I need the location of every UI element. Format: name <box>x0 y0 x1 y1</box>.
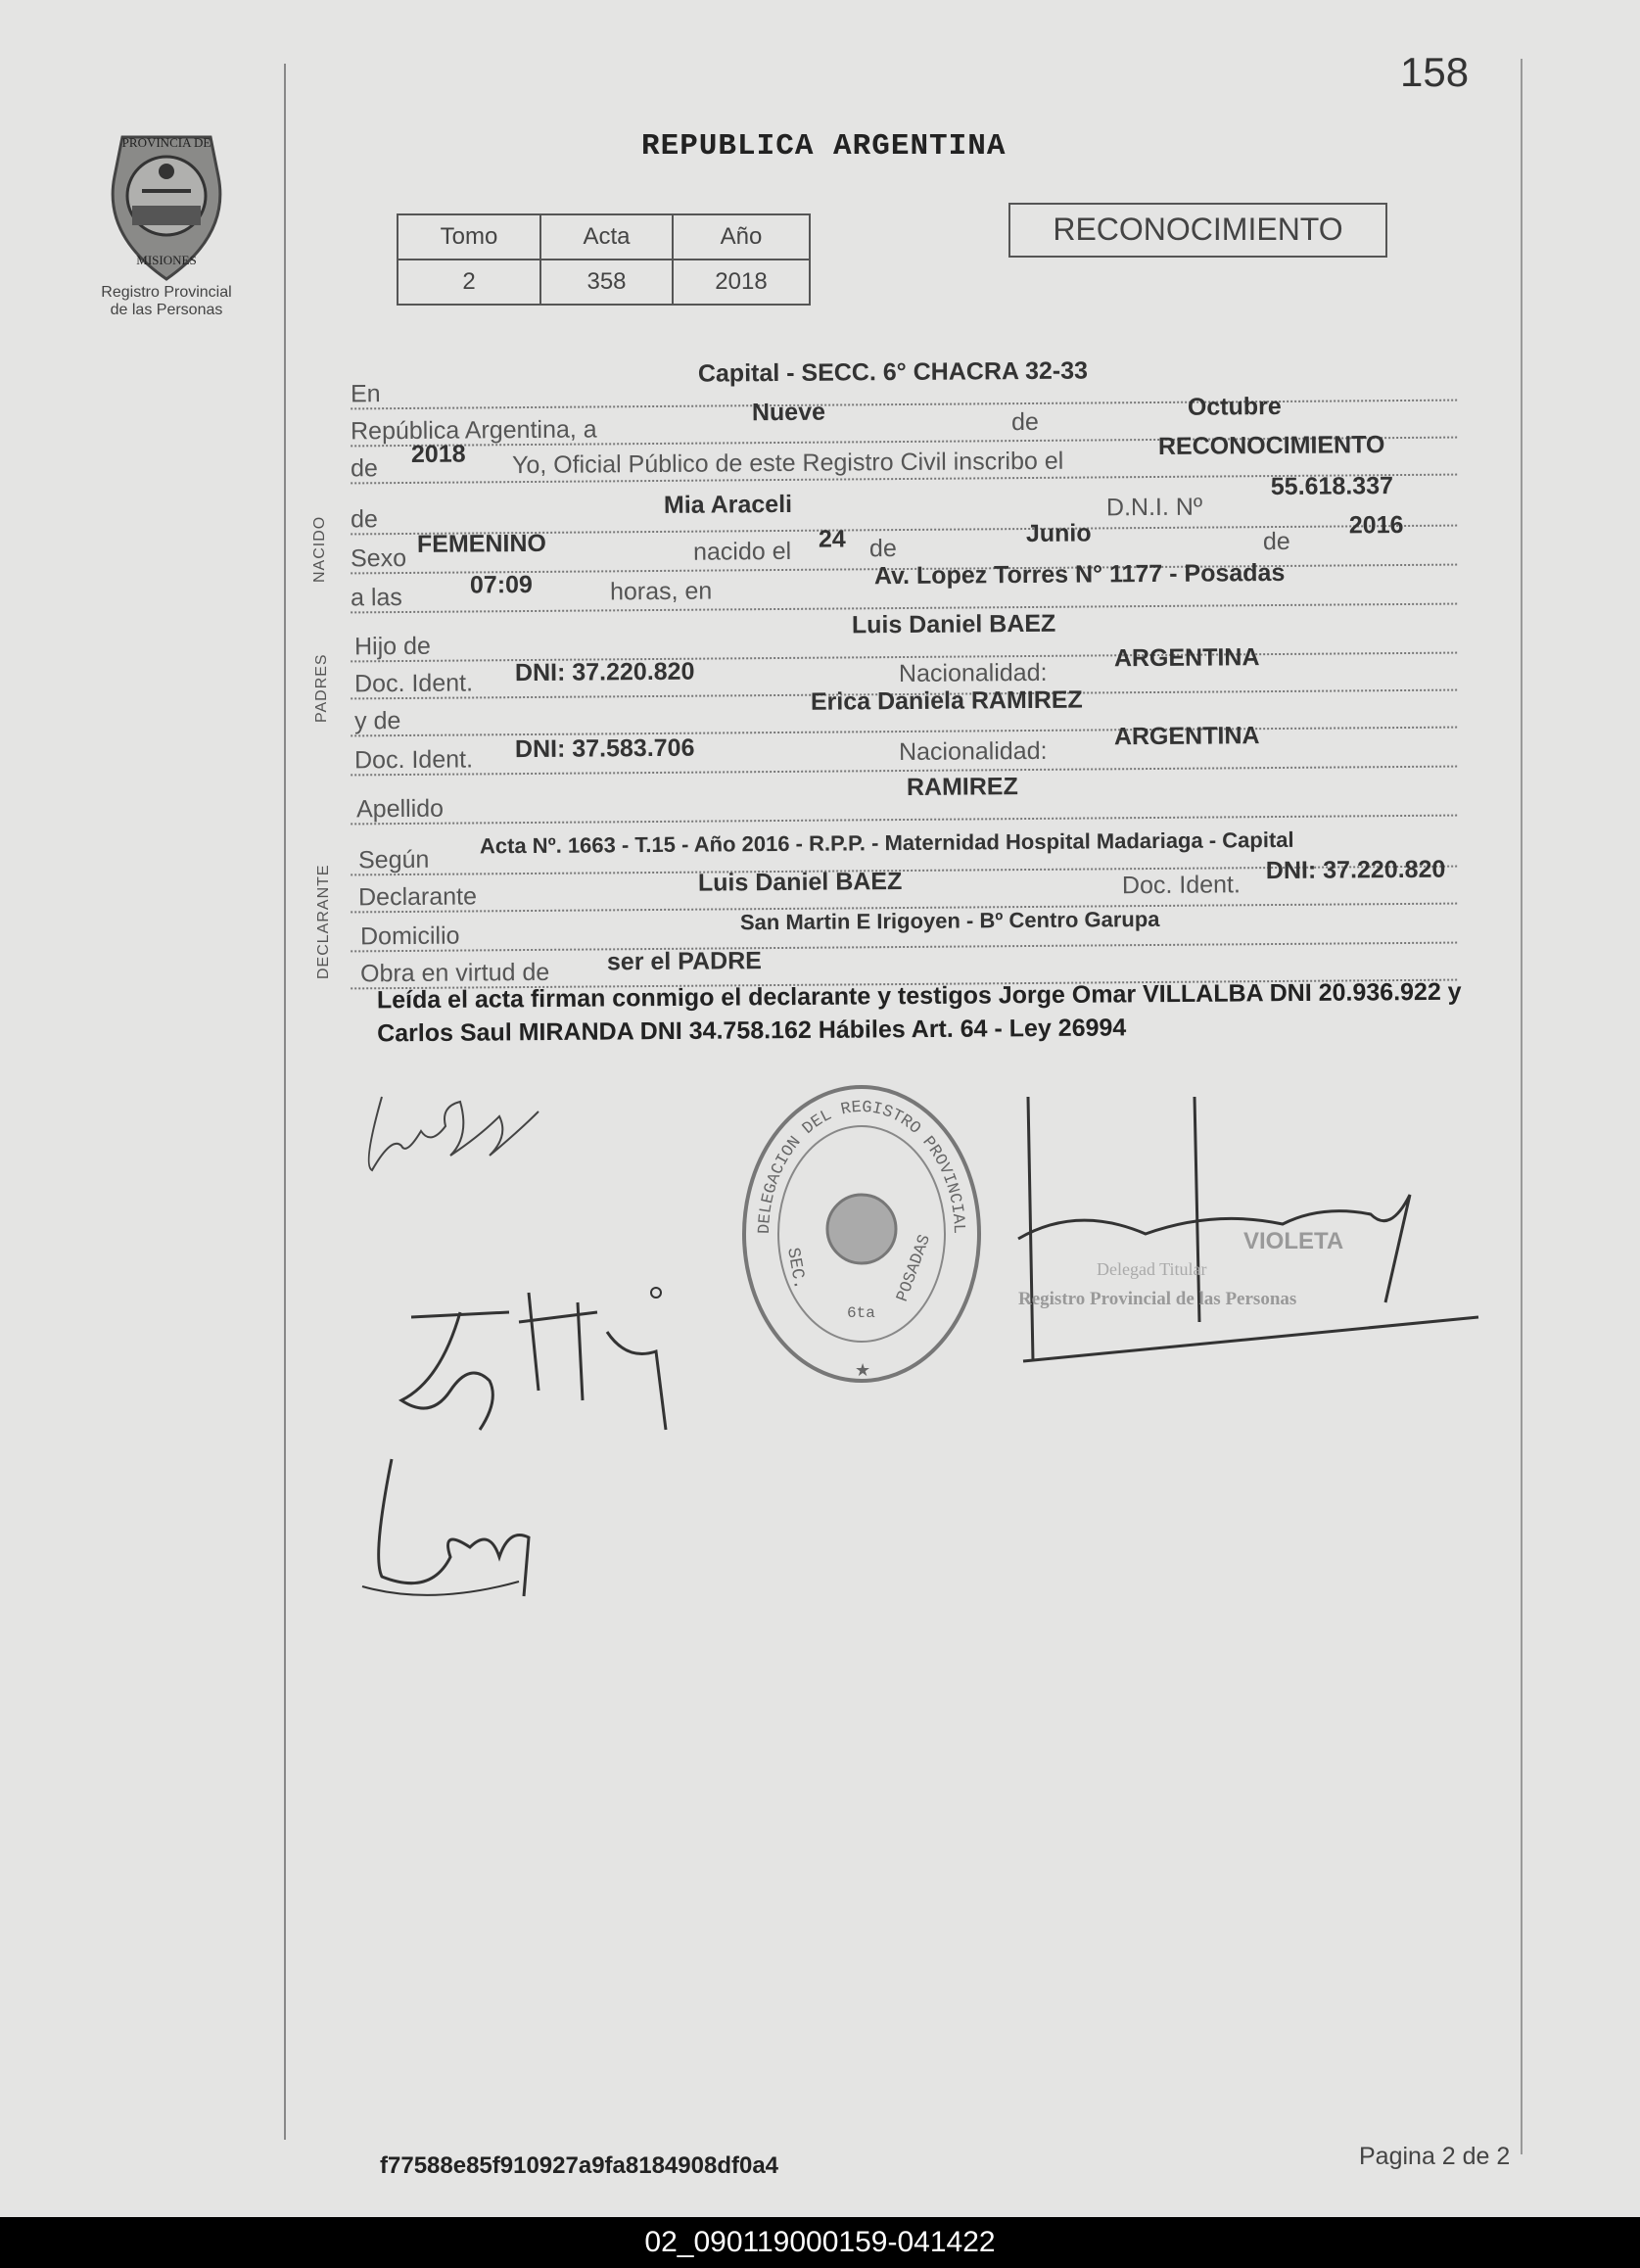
side-label-nacido: NACIDO <box>311 515 328 583</box>
value-doc-padre: DNI: 37.220.820 <box>514 657 695 687</box>
seal-inner-mid: 6ta <box>847 1304 875 1322</box>
side-label-declarante: DECLARANTE <box>315 864 332 979</box>
side-label-padres: PADRES <box>313 653 330 723</box>
left-margin-rule <box>284 64 286 2140</box>
right-margin-rule <box>1521 59 1523 2154</box>
value-obra: ser el PADRE <box>606 947 763 976</box>
value-declarante: Luis Daniel BAEZ <box>697 868 903 897</box>
value-doc-madre: DNI: 37.583.706 <box>514 733 695 764</box>
crest-caption-line1: Registro Provincial <box>101 284 232 301</box>
seal-outer-text: DELEGACION DEL REGISTRO PROVINCIAL DE LAS PERSONAS <box>733 1069 968 1235</box>
label-y-de: y de <box>353 707 401 735</box>
label-nac-madre: Nacionalidad: <box>898 736 1048 767</box>
label-de-nombre: de <box>350 505 378 534</box>
crest-caption <box>69 284 264 319</box>
label-de-1: de <box>868 535 897 563</box>
value-nac-padre: ARGENTINA <box>1113 643 1260 673</box>
header-tomo: Tomo <box>398 214 540 260</box>
file-id-strip: 02_090119000159-041422 <box>0 2217 1640 2268</box>
closing-statement: Leída el acta firman conmigo el declarante y testigos Jorge Omar VILLALBA DNI 20.936.922 y Carlos Saul MIRANDA DNI 34.758.162 Hábiles Art. 64 - Ley 26994 <box>376 977 1462 1048</box>
seal-inner-left: SEC. <box>782 1246 810 1292</box>
value-sexo: FEMENINO <box>416 529 547 558</box>
crest-caption-line2: de las Personas <box>110 302 223 318</box>
row-madre-doc <box>351 722 1457 777</box>
stamp-office: Registro Provincial de las Personas <box>1018 1289 1297 1309</box>
crest-bottom-text: MISIONES <box>136 253 197 267</box>
value-anio-inscripcion: 2018 <box>410 440 466 468</box>
header-anio: Año <box>673 214 810 260</box>
record-type-box: RECONOCIMIENTO <box>1008 203 1387 258</box>
document-hash: f77588e85f910927a9fa8184908df0a4 <box>380 2152 779 2179</box>
pagination-text: Pagina 2 de 2 <box>1359 2143 1511 2170</box>
label-de-mes: de <box>1010 407 1039 437</box>
label-declarante: Declarante <box>357 882 478 912</box>
record-reference-table <box>397 213 811 306</box>
label-dni: D.N.I. Nº <box>1105 493 1203 522</box>
row-apellido <box>351 773 1457 826</box>
value-dia: Nueve <box>751 398 826 427</box>
value-dni: 55.618.337 <box>1270 472 1394 501</box>
value-tomo: 2 <box>398 260 540 305</box>
label-nac-padre: Nacionalidad: <box>898 658 1048 688</box>
label-domicilio: Domicilio <box>359 921 460 951</box>
document-title: REPUBLICA ARGENTINA <box>641 129 1007 164</box>
value-acta: 358 <box>540 260 673 305</box>
stamp-role: Delegad Titular <box>1097 1259 1207 1279</box>
label-nacido: nacido el <box>692 537 792 566</box>
official-signature <box>999 1097 1488 1371</box>
value-apellido: RAMIREZ <box>906 773 1018 801</box>
value-en: Capital - SECC. 6° CHACRA 32-33 <box>697 356 1089 388</box>
label-apellido: Apellido <box>355 794 445 824</box>
label-horas-en: horas, en <box>609 577 713 606</box>
label-en: En <box>350 380 381 408</box>
value-domicilio: San Martin E Irigoyen - Bº Centro Garupa <box>739 906 1160 935</box>
seal-star-icon: ★ <box>855 1360 871 1380</box>
label-doc-declarante: Doc. Ident. <box>1121 871 1241 900</box>
label-sexo: Sexo <box>350 543 407 573</box>
value-doc-declarante: DNI: 37.220.820 <box>1265 855 1446 885</box>
value-hora: 07:09 <box>469 570 534 599</box>
official-round-seal <box>733 1069 984 1386</box>
label-doc-madre: Doc. Ident. <box>353 745 474 775</box>
label-a-las: a las <box>350 584 402 612</box>
provincial-crest-logo <box>93 118 240 284</box>
value-lugar: Av. Lopez Torres N° 1177 - Posadas <box>873 558 1286 591</box>
label-hijo-de: Hijo de <box>353 632 431 661</box>
label-segun: Según <box>357 845 430 874</box>
label-doc-padre: Doc. Ident. <box>353 669 474 698</box>
value-dia-nac: 24 <box>818 525 846 553</box>
value-mes: Octubre <box>1187 392 1282 421</box>
page-number: 158 <box>1400 49 1470 95</box>
label-obra: Obra en virtud de <box>359 958 550 988</box>
header-acta: Acta <box>540 214 673 260</box>
value-madre: Erica Daniela RAMIREZ <box>810 685 1083 716</box>
value-padre: Luis Daniel BAEZ <box>851 609 1056 639</box>
signature-witness-1 <box>372 1273 685 1440</box>
seal-inner-right: POSADAS <box>893 1232 936 1305</box>
signature-witness-2 <box>352 1440 548 1606</box>
value-nac-madre: ARGENTINA <box>1113 722 1260 751</box>
stamp-name: VIOLETA <box>1243 1228 1344 1254</box>
value-segun: Acta Nº. 1663 - T.15 - Año 2016 - R.P.P. - Maternidad Hospital Madariaga - Capital <box>479 827 1294 859</box>
label-republica: República Argentina, a <box>350 415 597 446</box>
label-de-2: de <box>1262 527 1290 556</box>
value-anio-nac: 2016 <box>1348 510 1404 540</box>
text-oficial: Yo, Oficial Público de este Registro Civil inscribo el <box>511 447 1064 480</box>
value-anio: 2018 <box>673 260 810 305</box>
crest-top-text: PROVINCIA DE <box>121 135 211 150</box>
value-nombre: Mia Araceli <box>663 490 793 519</box>
label-de-anio: de <box>350 454 378 483</box>
signature-declarant <box>352 1077 568 1185</box>
value-acto: RECONOCIMIENTO <box>1157 431 1385 460</box>
value-mes-nac: Junio <box>1025 519 1092 548</box>
